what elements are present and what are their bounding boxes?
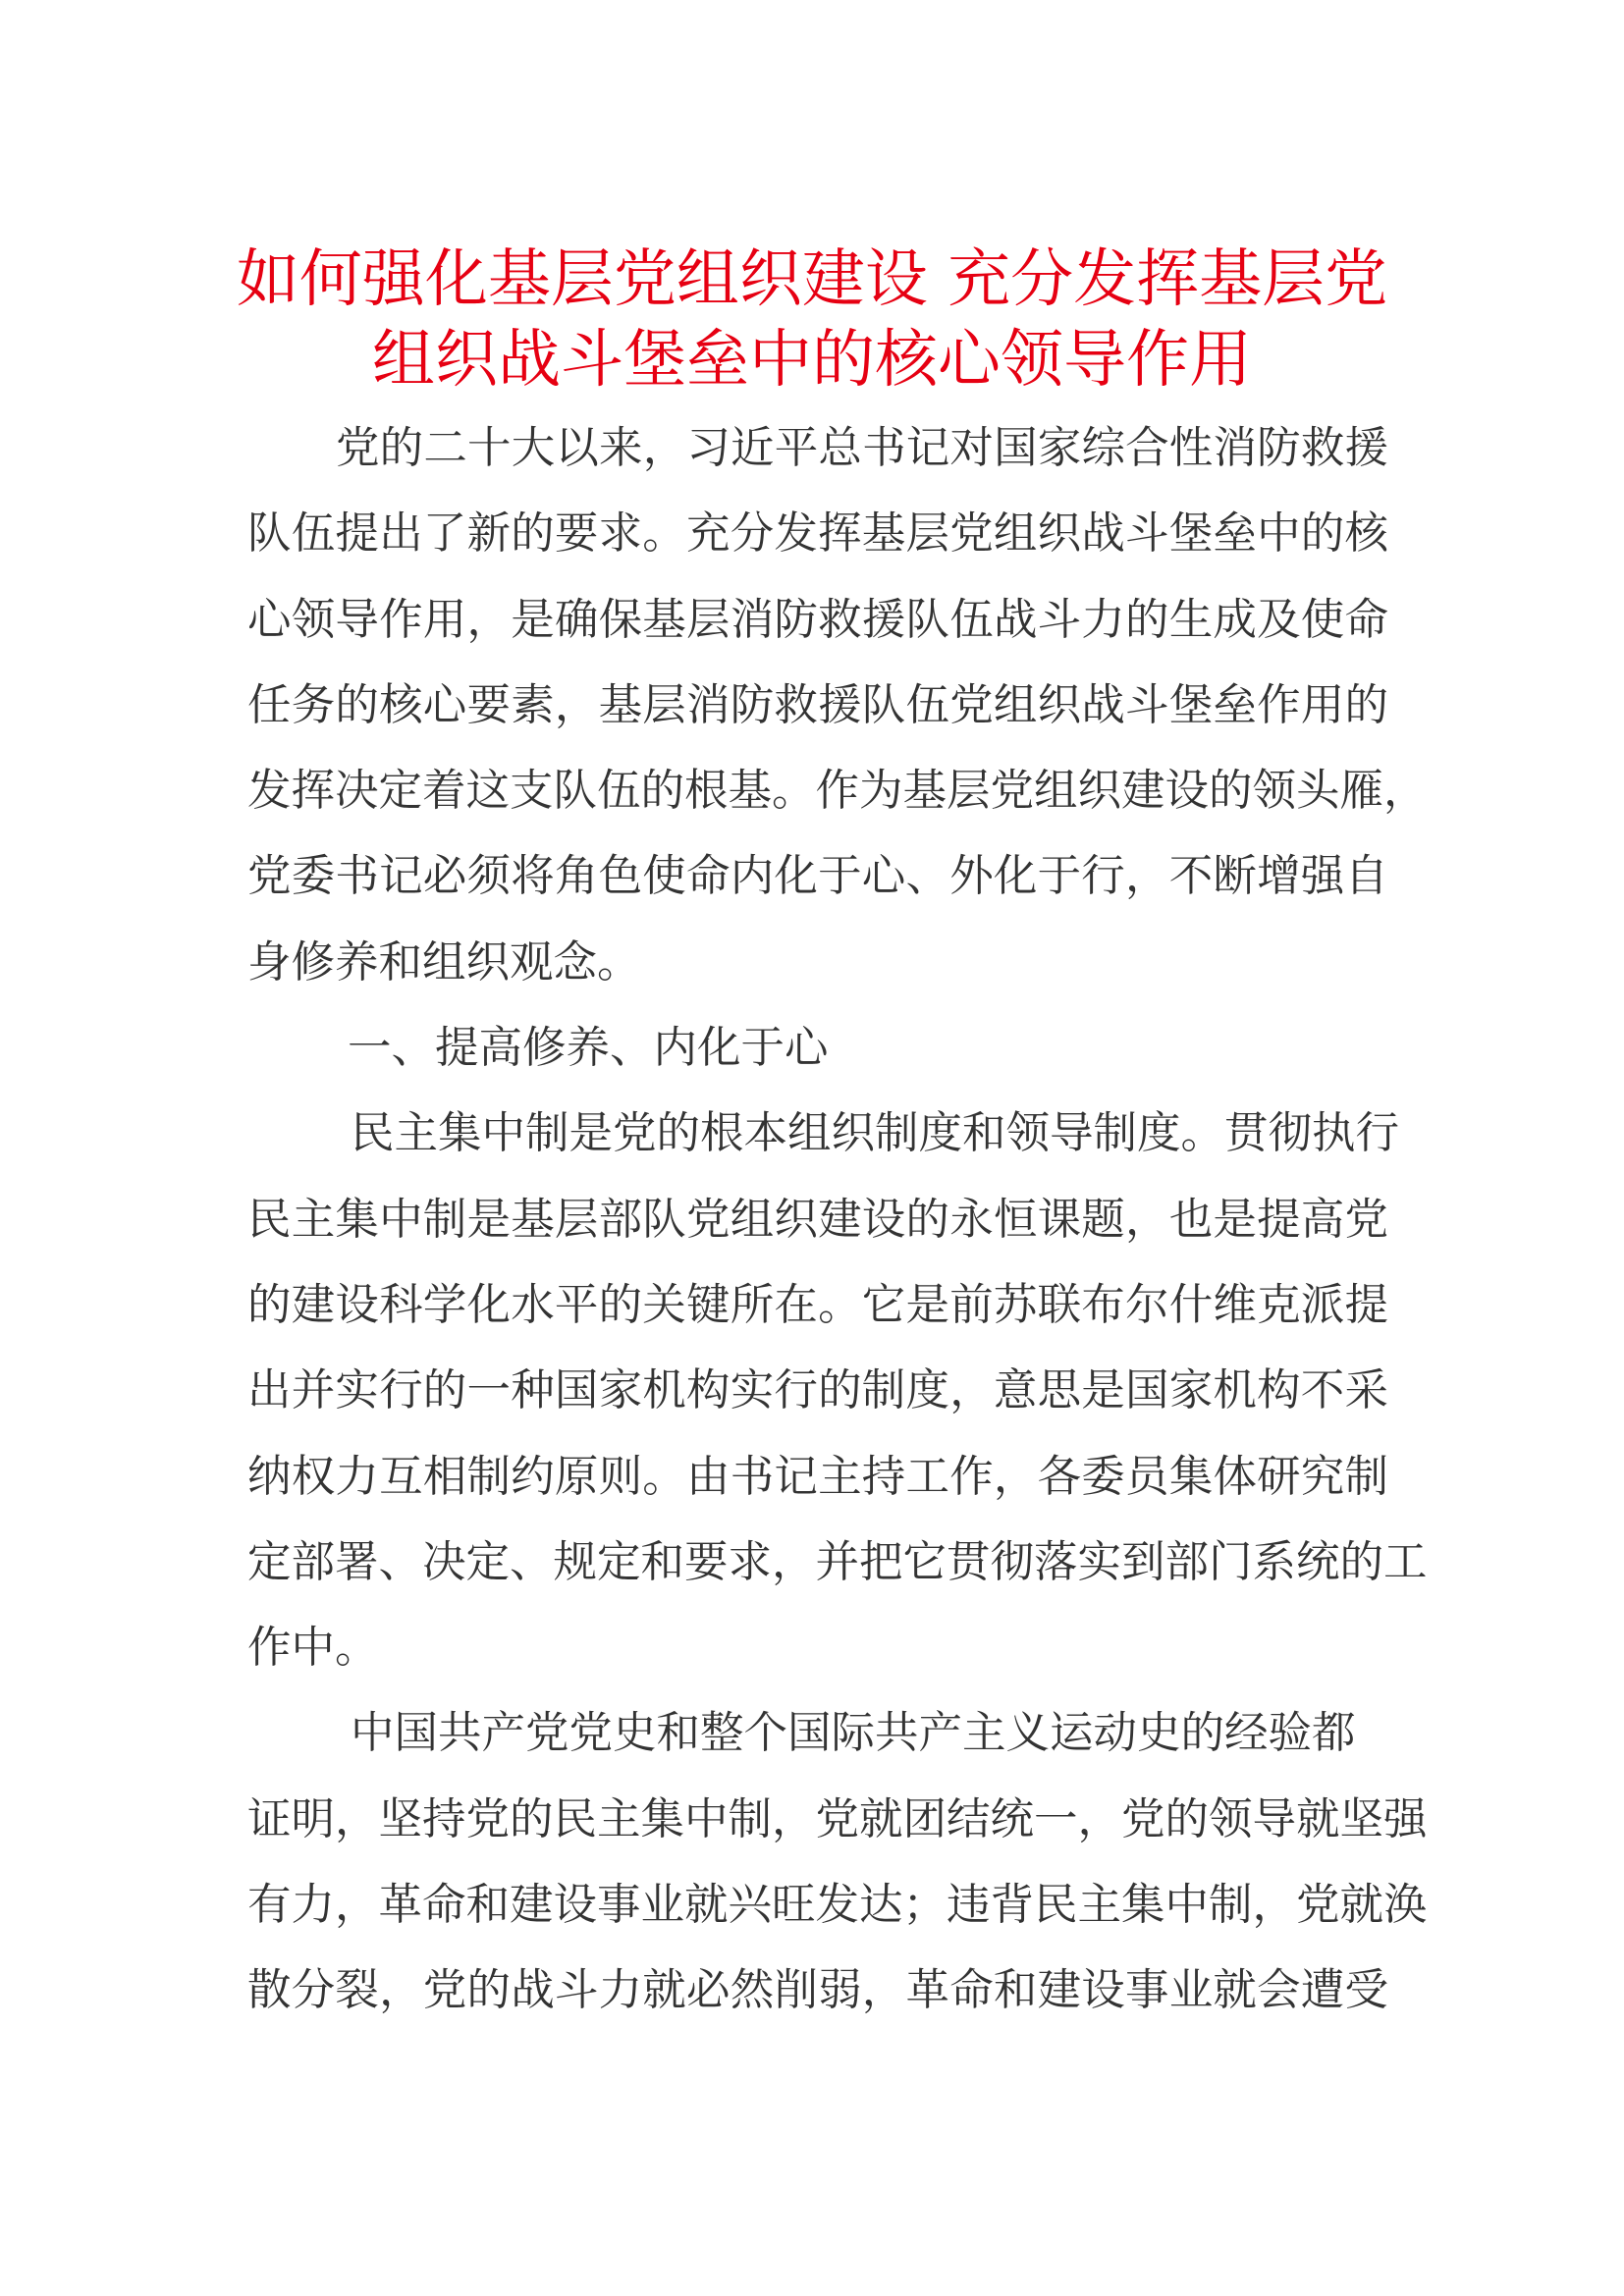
text-line: 身修养和组织观念。 bbox=[247, 936, 641, 988]
text-line: 散分裂，党的战斗力就必然削弱，革命和建设事业就会遭受 bbox=[247, 1965, 1388, 2016]
text-line: 出并实行的一种国家机构实行的制度，意思是国家机构不采 bbox=[247, 1365, 1388, 1416]
text-line: 心领导作用，是确保基层消防救援队伍战斗力的生成及使命 bbox=[247, 594, 1388, 645]
text-line: 民主集中制是基层部队党组织建设的永恒课题，也是提高党 bbox=[247, 1194, 1388, 1245]
text-line: 党的二十大以来，习近平总书记对国家综合性消防救援 bbox=[336, 423, 1388, 473]
text-line: 民主集中制是党的根本组织制度和领导制度。贯彻执行 bbox=[351, 1108, 1400, 1159]
title-line-2: 组织战斗堡垒中的核心领导作用 bbox=[372, 324, 1252, 397]
paragraph-party-history bbox=[247, 1690, 1428, 2033]
text-line: 的建设科学化水平的关键所在。它是前苏联布尔什维克派提 bbox=[247, 1279, 1388, 1330]
section-heading-text: 一、提高修养、内化于心 bbox=[348, 1023, 829, 1074]
text-line: 纳权力互相制约原则。由书记主持工作，各委员集体研究制 bbox=[247, 1451, 1388, 1502]
text-line: 作中。 bbox=[247, 1623, 379, 1674]
text-line: 有力，革命和建设事业就兴旺发达；违背民主集中制，党就涣 bbox=[247, 1880, 1428, 1931]
title-line-1: 如何强化基层党组织建设 充分发挥基层党 bbox=[236, 243, 1388, 316]
document-title bbox=[0, 240, 1624, 400]
text-line: 队伍提出了新的要求。充分发挥基层党组织战斗堡垒中的核 bbox=[247, 508, 1388, 560]
text-line: 发挥决定着这支队伍的根基。作为基层党组织建设的领头雁， bbox=[247, 766, 1428, 817]
paragraph-democratic-centralism bbox=[247, 1091, 1428, 1690]
text-line: 任务的核心要素，基层消防救援队伍党组织战斗堡垒作用的 bbox=[247, 679, 1388, 730]
text-line: 党委书记必须将角色使命内化于心、外化于行，不断增强自 bbox=[247, 851, 1388, 902]
paragraph-intro bbox=[247, 405, 1428, 1005]
section-heading bbox=[247, 1005, 1388, 1091]
text-line: 定部署、决定、规定和要求，并把它贯彻落实到部门系统的工 bbox=[247, 1536, 1428, 1587]
text-line: 中国共产党党史和整个国际共产主义运动史的经验都 bbox=[351, 1708, 1356, 1759]
text-line: 证明，坚持党的民主集中制，党就团结统一，党的领导就坚强 bbox=[247, 1793, 1428, 1844]
document-body bbox=[247, 405, 1428, 2034]
